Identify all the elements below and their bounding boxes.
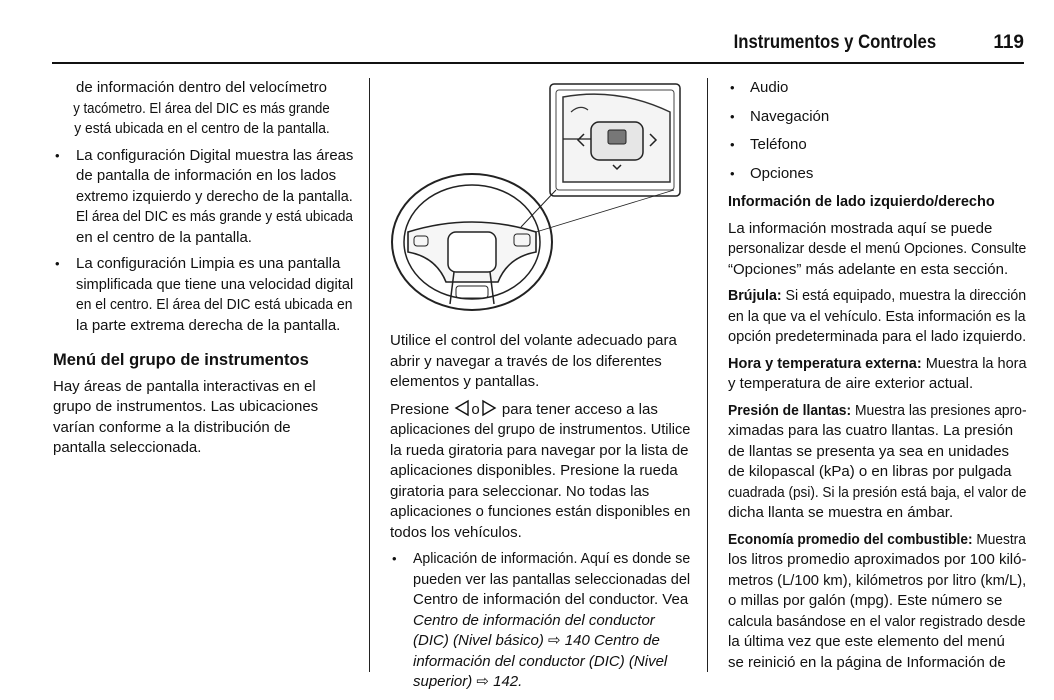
- right-arrow-button-icon: [480, 399, 498, 417]
- text-line: El área del DIC es más grande y está ubicada: [76, 208, 353, 225]
- list-item: • Teléfono: [728, 135, 1026, 156]
- text-line: todos los vehículos.: [390, 523, 522, 541]
- bullet-icon: •: [730, 80, 735, 95]
- page-ref-142[interactable]: 142.: [493, 673, 523, 690]
- term-label: Hora y temperatura externa:: [728, 354, 922, 372]
- text-line: pantalla seleccionada.: [53, 439, 202, 456]
- text-line: extremo izquierdo y derecho de la pantalla.: [76, 187, 353, 205]
- steering-wheel-illustration: [388, 82, 688, 322]
- list-item: • Opciones: [728, 164, 1026, 185]
- text-line: metros (L/100 km), kilómetros por litro (km/L),: [728, 571, 1027, 589]
- text-line: personalizar desde el menú Opciones. Consulte: [728, 240, 1027, 257]
- bullet-icon: •: [55, 147, 60, 163]
- heading-menu-grupo: Menú del grupo de instrumentos: [53, 351, 309, 369]
- column-3: [728, 78, 1026, 679]
- text-line: de pantalla de información en los lados: [76, 167, 337, 184]
- page-number: 119: [993, 32, 1024, 53]
- list-item: • Audio: [728, 78, 1026, 99]
- text-line: Aplicación de información. Aquí es donde se: [413, 550, 691, 567]
- text-line: ximadas para las cuatro llantas. La presión: [728, 422, 1014, 439]
- section-title: Instrumentos y Controles: [733, 32, 936, 53]
- text-line: dicha llanta se muestra en ámbar.: [728, 504, 954, 521]
- bullet-icon: •: [730, 165, 735, 181]
- text-line: la última vez que este elemento del menú: [728, 633, 1005, 650]
- page-ref-arrow-icon: ⇨: [476, 673, 489, 690]
- text-line: Hay áreas de pantalla interactivas en el: [53, 377, 316, 395]
- text-line: pueden ver las pantallas seleccionadas del: [413, 570, 691, 588]
- text-line: Centro de información del conductor. Vea: [413, 591, 689, 608]
- brujula-paragraph: Brújula: Si está equipado, muestra la dirección en la que va el vehículo. Esta información es la opción predeterminada para el lado izquierdo.: [728, 286, 1026, 348]
- text-line: La configuración Limpia es una pantalla: [76, 255, 341, 272]
- column-divider-left: [369, 78, 370, 672]
- presione-paragraph: [390, 399, 690, 544]
- intro-paragraph: [53, 78, 353, 140]
- bullet-icon: •: [55, 256, 60, 271]
- text-line: La configuración Digital muestra las áreas: [76, 146, 354, 164]
- bullet-icon: •: [730, 108, 735, 124]
- page-ref-140[interactable]: 140: [564, 632, 590, 649]
- text-line: o millas por galón (mpg). Este número se: [728, 592, 1003, 609]
- text-line: y está ubicada en el centro de la pantalla.: [74, 120, 330, 137]
- text-line: elementos y pantallas.: [390, 373, 540, 390]
- info-paragraph: [728, 219, 1026, 281]
- text-line: en el centro de la pantalla.: [76, 228, 252, 246]
- column-divider-right: [707, 78, 708, 672]
- presion-paragraph: Presión de llantas: Muestra las presiones apro- ximadas para las cuatro llantas. La presión de llantas se presenta ya sea en unidades de kilopascal (kPa) o en libras por pulgada cuadrada (psi). Si la presión está baja, el valor de dicha llanta se muestra en ámbar.: [728, 401, 1026, 524]
- hora-paragraph: Hora y temperatura externa: Muestra la hora y temperatura de aire exterior actual.: [728, 354, 1026, 395]
- heading-lado-izquierdo-derecho: Información de lado izquierdo/derecho: [728, 194, 995, 210]
- app-list: [728, 78, 1026, 184]
- text-line: aplicaciones del grupo de instrumentos. Utilice: [390, 421, 691, 438]
- text-line: abrir y navegar a través de los diferentes: [390, 352, 662, 370]
- text-line: la rueda giratoria para navegar por la lista de: [390, 441, 689, 459]
- economia-paragraph: Economía promedio del combustible: Muestra los litros promedio aproximados por 100 kiló- metros (L/100 km), kilómetros por litro (km/L), o millas por galón (mpg). Este número se calcula basándose en el valor registrado desde la última vez que este elemento del menú se reinició en la página de Información de: [728, 530, 1026, 674]
- column-1: [53, 78, 353, 465]
- thumbwheel-icon: [608, 130, 626, 144]
- or-word: o: [471, 400, 480, 418]
- text-line: de información dentro del velocímetro: [76, 79, 327, 96]
- bullet-app-info: [390, 549, 690, 693]
- menu-paragraph: [53, 377, 353, 459]
- text-line: los litros promedio aproximados por 100 kiló-: [728, 551, 1027, 568]
- text-line: grupo de instrumentos. Las ubicaciones: [53, 398, 319, 415]
- page-ref-arrow-icon: ⇨: [548, 632, 561, 649]
- text-line: en el centro. El área del DIC está ubicada en: [76, 296, 353, 313]
- text-line: y temperatura de aire exterior actual.: [728, 375, 974, 392]
- text-line: La información mostrada aquí se puede: [728, 219, 993, 237]
- column-2: [390, 331, 690, 699]
- text-line: varían conforme a la distribución de: [53, 418, 291, 436]
- text-line: y tacómetro. El área del DIC es más grande: [73, 99, 330, 117]
- presione-word: Presione: [390, 400, 450, 418]
- text-line: giratoria para seleccionar. No todas las: [390, 482, 650, 500]
- bullet-icon: •: [730, 137, 735, 152]
- text-line: en la que va el vehículo. Esta información es la: [728, 307, 1026, 325]
- bullet-digital: [53, 146, 353, 249]
- text-line: Utilice el control del volante adecuado para: [390, 332, 677, 349]
- usage-paragraph: [390, 331, 690, 393]
- bullet-icon: •: [392, 551, 397, 566]
- text-line: de kilopascal (kPa) o en libras por pulgada: [728, 463, 1012, 480]
- bullet-limpia: [53, 254, 353, 336]
- text-line: “Opciones” más adelante en esta sección.: [728, 260, 1009, 278]
- text-line: calcula basándose en el valor registrado desde: [728, 612, 1026, 630]
- text-line: para tener acceso a las: [501, 400, 658, 418]
- text-line: de llantas se presenta ya sea en unidades: [728, 442, 1010, 460]
- left-arrow-button-icon: [453, 399, 471, 417]
- term-label: Presión de llantas:: [728, 401, 852, 419]
- cross-reference-dic-basic[interactable]: Centro de información del conductor (DIC) (Nivel básico): [413, 611, 655, 649]
- text-line: opción predeterminada para el lado izquierdo.: [728, 328, 1027, 345]
- text-line: cuadrada (psi). Si la presión está baja, el valor de: [728, 483, 1027, 501]
- text-line: se reinició en la página de Información de: [728, 653, 1006, 671]
- text-line: aplicaciones o funciones están disponibles en: [390, 503, 691, 520]
- text-line: simplificada que tiene una velocidad digital: [76, 275, 354, 293]
- page-header: [52, 30, 1024, 60]
- cross-reference-dic-advanced[interactable]: Centro de información del conductor (DIC) (Nivel superior): [413, 632, 668, 690]
- list-item: • Navegación: [728, 107, 1026, 128]
- steering-wheel: [392, 174, 552, 310]
- text-line: aplicaciones disponibles. Presione la rueda: [390, 462, 678, 479]
- text-line: la parte extrema derecha de la pantalla.: [76, 316, 341, 334]
- header-rule: [52, 62, 1024, 64]
- term-label: Brújula:: [728, 287, 782, 304]
- term-label: Economía promedio del combustible:: [728, 530, 973, 548]
